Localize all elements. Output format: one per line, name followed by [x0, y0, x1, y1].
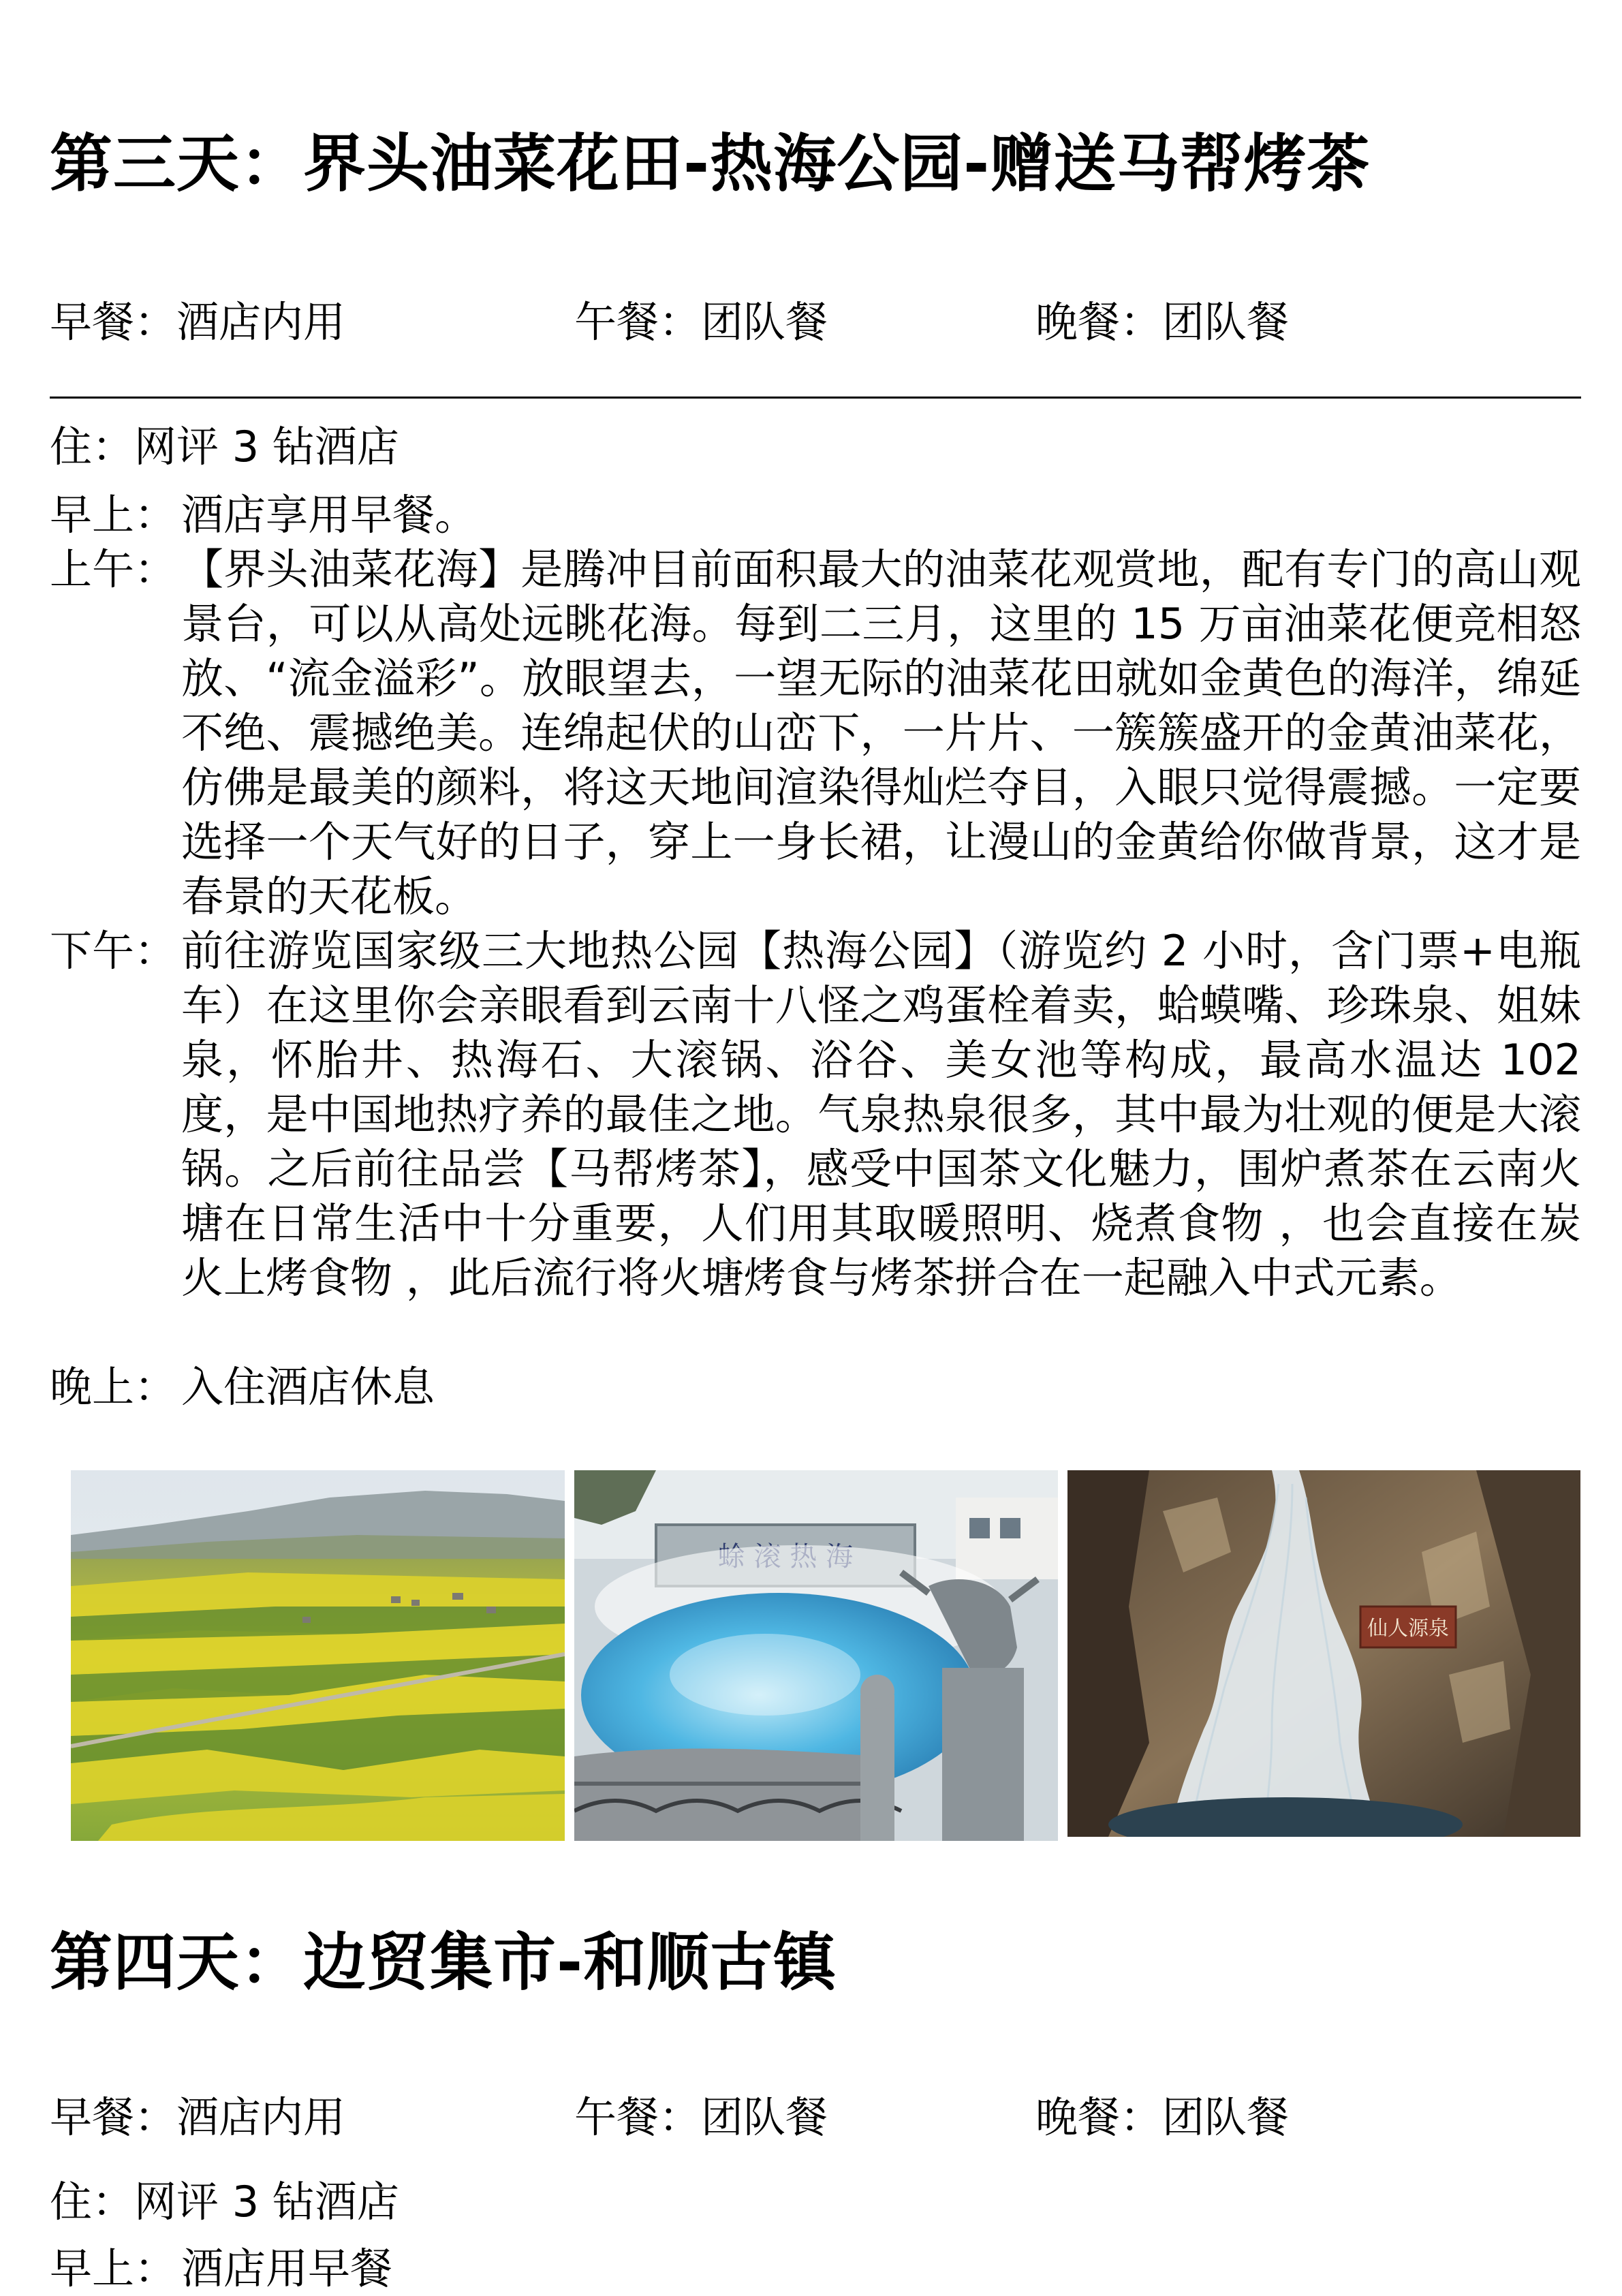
- day3-schedule-afternoon: [50, 924, 1581, 1305]
- photo-rapeseed-fields: [71, 1470, 565, 1841]
- day3-lunch: 午餐：团队餐: [574, 297, 828, 347]
- schedule-text: 前往游览国家级三大地热公园【热海公园】（游览约 2 小时，含门票+电瓶车）在这里你会亲眼看到云南十八怪之鸡蛋栓着卖，蛤蟆嘴、珍珠泉、姐妹泉，怀胎井、热海石、大滚锅、浴谷、美女池等构成，最高水温达 102 度，是中国地热疗养的最佳之地。气泉热泉很多，其中最为壮观的便是大滚锅。之后前往品尝【马帮烤茶】，感受中国茶文化魅力，围炉煮茶在云南火塘在日常生活中十分重要，人们用其取暖照明、烧煮食物 ，也会直接在炭火上烤食物 ，此后流行将火塘烤食与烤茶拼合在一起融入中式元素。: [181, 926, 1581, 1303]
- section-divider: [50, 397, 1581, 399]
- day4-title: 第四天：边贸集市-和顺古镇: [50, 1926, 837, 1999]
- schedule-label: 下午：: [50, 926, 177, 976]
- schedule-label: 早上：: [50, 2244, 177, 2293]
- schedule-label: 上午：: [50, 544, 177, 594]
- day3-dinner: 晚餐：团队餐: [1035, 297, 1290, 347]
- day3-schedule-morning-early: [50, 488, 1581, 542]
- schedule-label: 晚上：: [50, 1362, 177, 1412]
- day4-meals: [50, 2090, 1581, 2145]
- day3-breakfast: 早餐：酒店内用: [50, 297, 346, 347]
- schedule-text: 【界头油菜花海】是腾冲目前面积最大的油菜花观赏地，配有专门的高山观景台，可以从高处远眺花海。每到二三月，这里的 15 万亩油菜花便竞相怒放、“流金溢彩”。放眼望去，一望无际的油菜花田就如金黄色的海洋，绵延不绝、震撼绝美。连绵起伏的山峦下，一片片、一簇簇盛开的金黄油菜花，仿佛是最美的颜料，将这天地间渲染得灿烂夺目，入眼只觉得震撼。一定要选择一个天气好的日子，穿上一身长裙，让漫山的金黄给你做背景，这才是春景的天花板。: [181, 544, 1581, 921]
- day3-schedule-morning: [50, 542, 1581, 924]
- schedule-label: 早上：: [50, 490, 177, 540]
- day4-breakfast: 早餐：酒店内用: [50, 2092, 346, 2142]
- day3-meals: [50, 295, 1581, 350]
- schedule-text: 酒店用早餐: [181, 2244, 393, 2293]
- day3-photo-strip: [71, 1470, 1580, 1841]
- day4-lodging: 住：网评 3 钻酒店: [50, 2177, 399, 2227]
- photo-waterfall: [1067, 1470, 1580, 1837]
- day3-schedule-evening: [50, 1360, 1581, 1414]
- schedule-text: 酒店享用早餐。: [181, 490, 478, 540]
- day3-lodging: 住：网评 3 钻酒店: [50, 422, 399, 471]
- photo-hot-spring: [574, 1470, 1058, 1841]
- day4-schedule-morning-early: [50, 2241, 1581, 2296]
- schedule-text: 入住酒店休息: [181, 1362, 435, 1412]
- day3-title: 第三天：界头油菜花田-热海公园-赠送马帮烤茶: [50, 127, 1371, 200]
- waterfall-sign-text: 仙人源泉: [1367, 1617, 1449, 1641]
- day4-lunch: 午餐：团队餐: [574, 2092, 828, 2142]
- day4-dinner: 晚餐：团队餐: [1035, 2092, 1290, 2142]
